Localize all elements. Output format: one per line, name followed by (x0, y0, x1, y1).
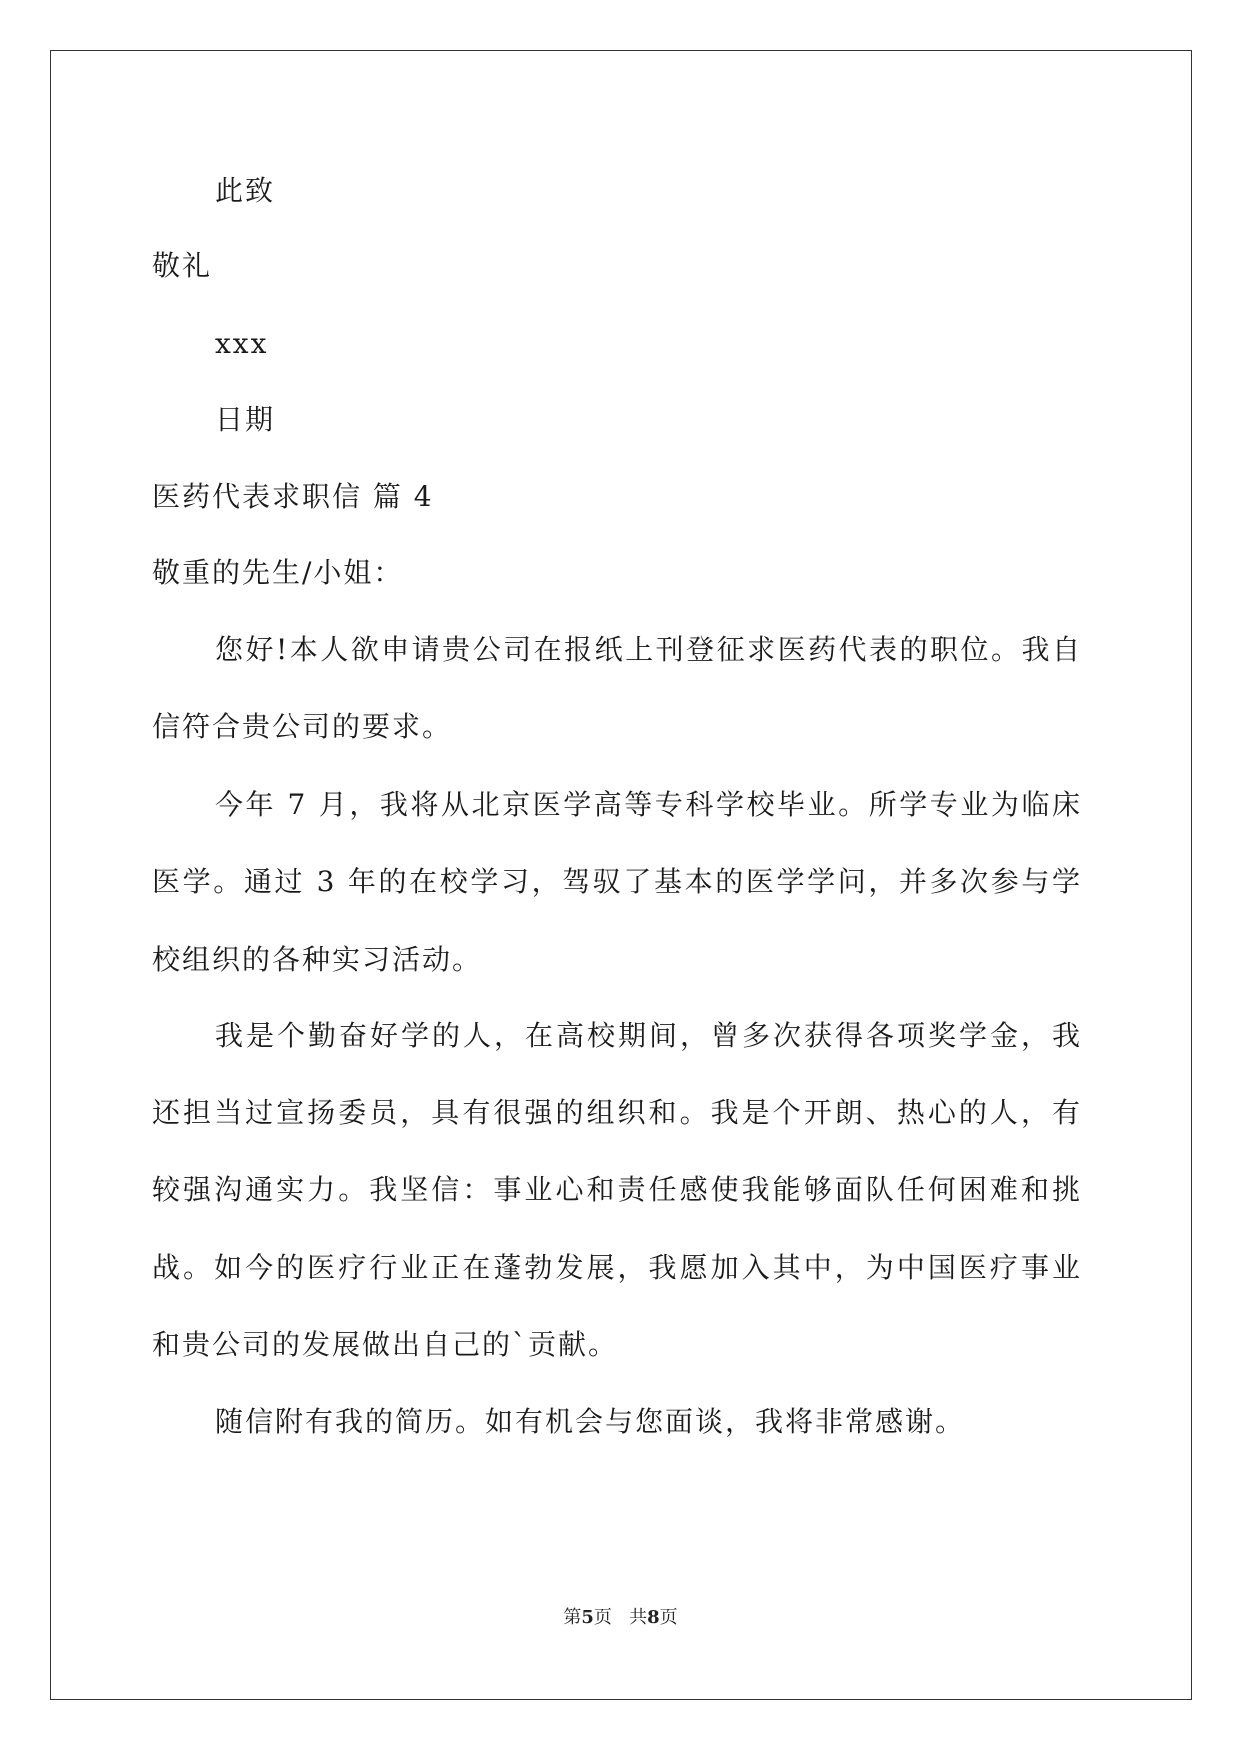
closing-salutation: 此致 (215, 174, 276, 207)
paragraph-2-line-1: 今年 7 月，我将从北京医学高等专科学校毕业。所学专业为临床 (215, 788, 1082, 821)
paragraph-1-line-1: 您好!本人欲申请贵公司在报纸上刊登征求医药代表的职位。我自 (215, 633, 1082, 666)
paragraph-3-line-3: 较强沟通实力。我坚信：事业心和责任感使我能够面队任何困难和挑 (152, 1173, 1082, 1206)
date: 日期 (215, 403, 276, 436)
paragraph-2-line-3: 校组织的各种实习活动。 (152, 943, 483, 976)
total-pages-number: 8 (647, 1607, 660, 1628)
paragraph-3-line-4: 战。如今的医疗行业正在蓬勃发展，我愿加入其中，为中国医疗事业 (152, 1251, 1082, 1284)
paragraph-3-line-5: 和贵公司的发展做出自己的`贡献。 (152, 1328, 619, 1361)
paragraph-1-line-2: 信符合贵公司的要求。 (152, 710, 453, 743)
greeting: 敬重的先生/小姐： (152, 556, 404, 589)
section-title: 医药代表求职信 篇 4 (152, 480, 434, 513)
current-page-number: 5 (581, 1607, 594, 1628)
footer-page-unit: 页 (593, 1607, 612, 1628)
paragraph-3-line-1: 我是个勤奋好学的人，在高校期间，曾多次获得各项奖学金，我 (215, 1019, 1082, 1052)
footer-total-unit: 页 (659, 1607, 678, 1628)
paragraph-3-line-2: 还担当过宣扬委员，具有很强的组织和。我是个开朗、热心的人，有 (152, 1096, 1082, 1129)
paragraph-2-line-2: 医学。通过 3 年的在校学习，驾驭了基本的医学学问，并多次参与学 (152, 865, 1082, 898)
paragraph-4-line-1: 随信附有我的简历。如有机会与您面谈，我将非常感谢。 (215, 1405, 966, 1438)
footer-total-prefix: 共 (629, 1607, 648, 1628)
signature: xxx (215, 327, 269, 360)
footer-prefix: 第 (563, 1607, 582, 1628)
page-footer (0, 1606, 1241, 1630)
closing-regards: 敬礼 (152, 249, 213, 282)
